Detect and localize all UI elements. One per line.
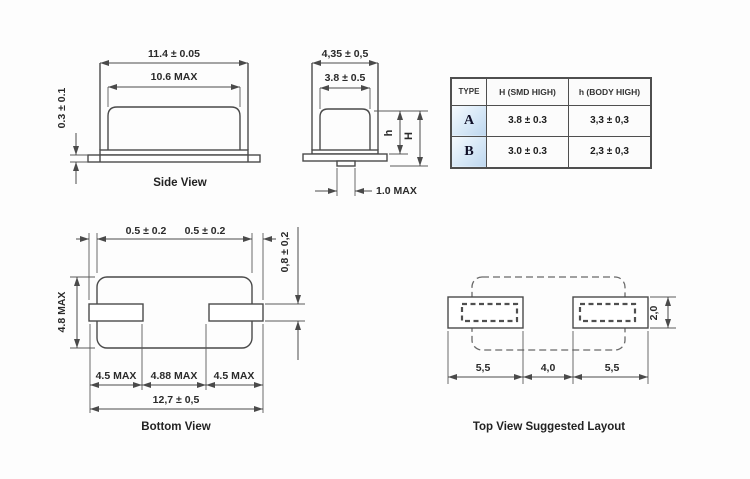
bottom-view-pad-gap-dim: 4.88 MAX xyxy=(150,370,198,382)
layout-land-right xyxy=(573,297,648,328)
side-view-caption: Side View xyxy=(153,177,207,189)
table-cell-a-smd-high: 3.8 ± 0.3 xyxy=(487,105,569,136)
bottom-view xyxy=(56,225,305,433)
side-view-base-thickness-dim: 0.3 ± 0.1 xyxy=(56,87,68,129)
layout-land-left xyxy=(448,297,523,328)
end-view-body-width-dim: 3.8 ± 0.5 xyxy=(324,72,366,84)
end-view-tab-width-dim: 1.0 MAX xyxy=(376,185,417,197)
layout-land-height-dim: 2,0 xyxy=(648,305,660,321)
side-view-overall-width-dim: 11.4 ± 0.05 xyxy=(148,48,200,60)
layout-view xyxy=(448,277,676,433)
table-cell-a-body-high: 3,3 ± 0,3 xyxy=(569,105,652,136)
bottom-view-overall-dim: 12,7 ± 0,5 xyxy=(152,394,200,406)
bottom-view-pad-left-dim: 4.5 MAX xyxy=(95,370,137,382)
layout-view-caption: Top View Suggested Layout xyxy=(472,421,626,433)
bottom-view-pad-thickness-dim: 0,8 ± 0,2 xyxy=(279,231,291,273)
side-view xyxy=(56,48,260,189)
end-view-body-height-label: h xyxy=(383,129,395,137)
table-header-body-high: h (BODY HIGH) xyxy=(569,78,652,105)
table-cell-b-body-high: 2,3 ± 0,3 xyxy=(569,136,652,168)
table-cell-b-smd-high: 3.0 ± 0.3 xyxy=(487,136,569,168)
side-view-lid-width-dim: 10.6 MAX xyxy=(150,71,198,83)
bottom-view-overhang-left-dim: 0.5 ± 0.2 xyxy=(125,225,167,237)
layout-land-right-dim: 5,5 xyxy=(604,362,620,374)
table-cell-type-b: B xyxy=(451,136,487,168)
layout-land-left-dim: 5,5 xyxy=(475,362,491,374)
table-header-smd-high: H (SMD HIGH) xyxy=(487,78,569,105)
end-view-smd-height-label: H xyxy=(403,132,415,140)
end-view xyxy=(303,48,428,197)
bottom-view-pad-right-dim: 4.5 MAX xyxy=(213,370,255,382)
table-cell-type-a: A xyxy=(451,105,487,136)
layout-land-gap-dim: 4,0 xyxy=(540,362,556,374)
end-view-base-width-dim: 4,35 ± 0,5 xyxy=(321,48,369,60)
bottom-view-body-depth-dim: 4.8 MAX xyxy=(56,291,68,333)
bottom-view-overhang-right-dim: 0.5 ± 0.2 xyxy=(184,225,226,237)
type-height-table xyxy=(450,77,652,169)
table-header-type: TYPE xyxy=(451,78,487,105)
bottom-view-caption: Bottom View xyxy=(141,421,211,433)
table-row-type-a xyxy=(451,105,651,136)
table-row-type-b xyxy=(451,136,651,168)
